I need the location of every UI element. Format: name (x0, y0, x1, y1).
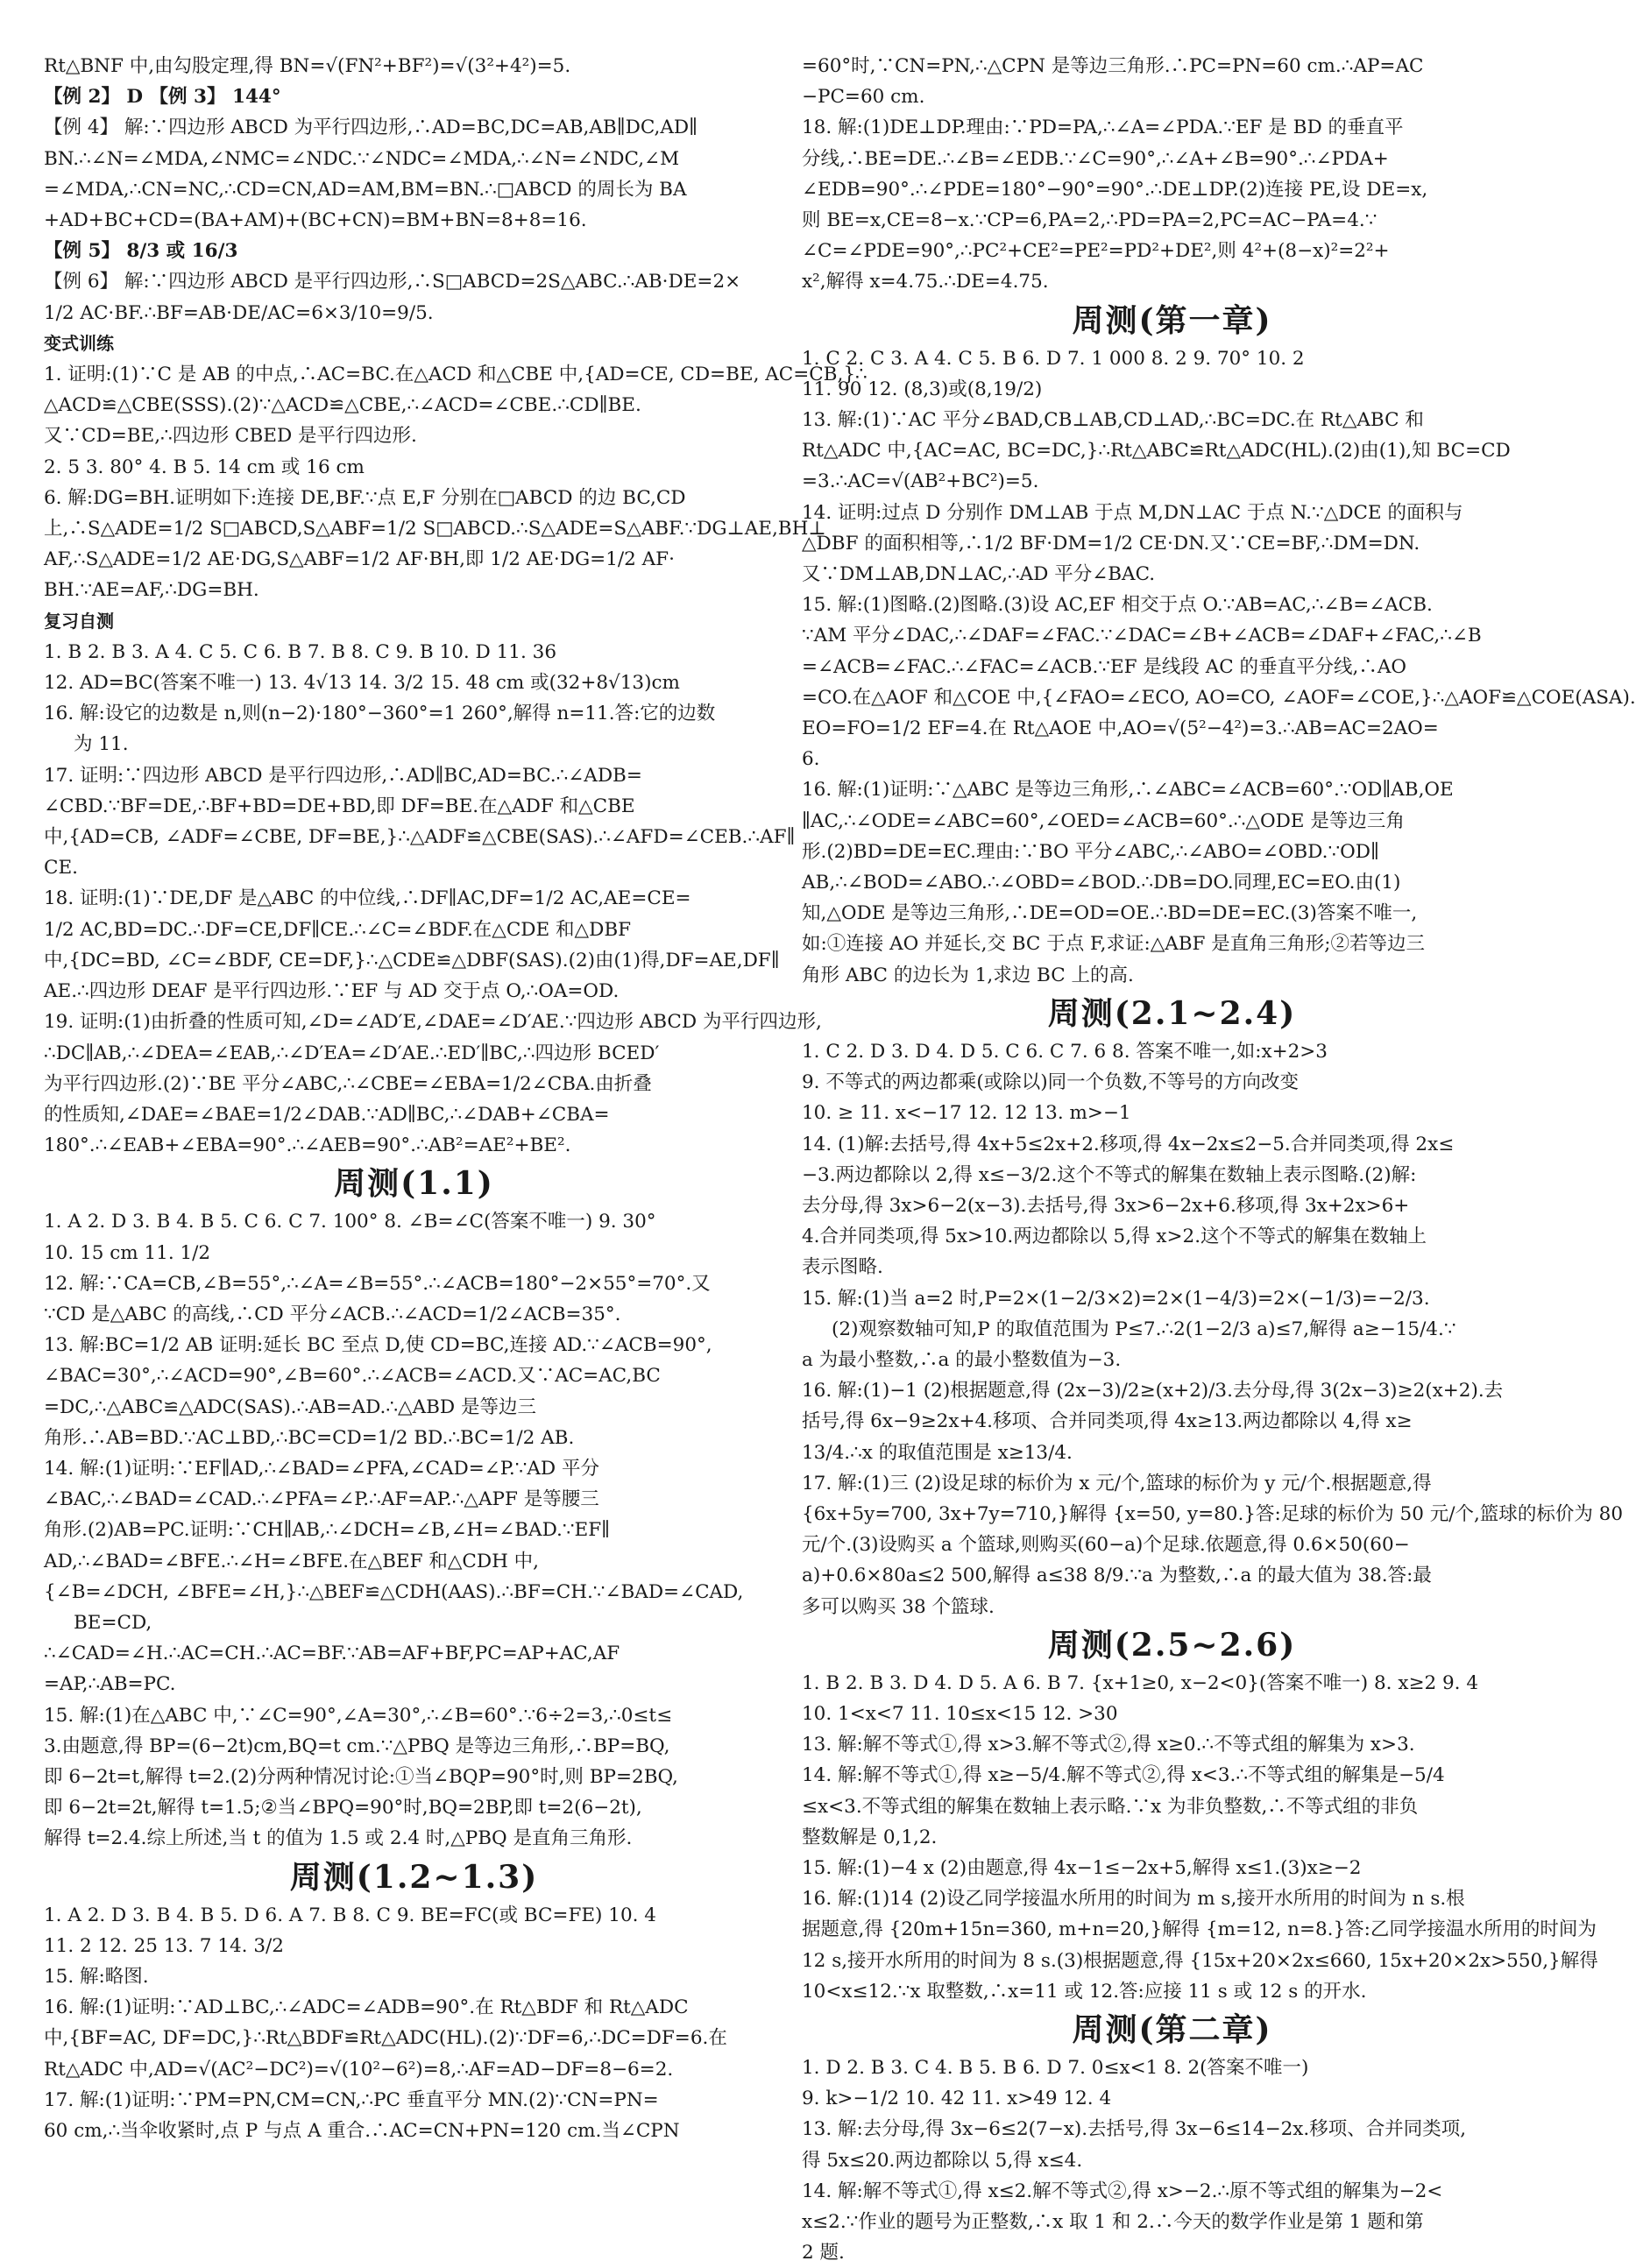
text-line: =3.∴AC=√(AB²+BC²)=5. (802, 470, 1039, 493)
text-line: (2)观察数轴可知,P 的取值范围为 P≤7.∴2(1−2/3 a)≤7,解得 a≥−15/4.∵ (832, 1318, 1456, 1340)
text-line: AB,∴∠BOD=∠ABO.∴∠OBD=∠BOD.∴DB=DO.同理,EC=EO.由(1) (802, 872, 1401, 894)
text-line: 9. k>−1/2 10. 42 11. x>49 12. 4 (802, 2088, 1112, 2110)
text-line: 13. 解:BC=1/2 AB 证明:延长 BC 至点 D,使 CD=BC,连接 AD.∵∠ACB=90°, (44, 1334, 712, 1357)
text-line: △DBF 的面积相等,∴1/2 BF·DM=1/2 CE·DN.又∵CE=BF,∴DM=DN. (802, 532, 1420, 555)
text-line: 整数解是 0,1,2. (802, 1826, 938, 1848)
text-line: 10<x≤12.∵x 取整数,∴x=11 或 12.答:应接 11 s 或 12 s 的开水. (802, 1980, 1367, 2003)
text-line: 【例 5】 8/3 或 16/3 (44, 240, 238, 263)
text-line: =AP,∴AB=PC. (44, 1673, 176, 1696)
text-line: 9. 不等式的两边都乘(或除以)同一个负数,不等号的方向改变 (802, 1071, 1299, 1094)
text-line: 13. 解:去分母,得 3x−6≤2(7−x).去括号,得 3x−6≤14−2x.移项、合并同类项, (802, 2118, 1467, 2141)
text-line: ∠EDB=90°.∴∠PDE=180°−90°=90°.∴DE⊥DP.(2)连接 PE,设 DE=x, (802, 178, 1428, 201)
section-heading: 周测(第二章) (1072, 2010, 1272, 2048)
text-line: a)+0.6×80a≤2 500,解得 a≤38 8/9.∵a 为整数,∴a 的最大值为 38.答:最 (802, 1565, 1432, 1587)
section-heading: 周测(1.1) (334, 1165, 494, 1203)
text-line: 2 题. (802, 2242, 845, 2264)
text-line: 角形 ABC 的边长为 1,求边 BC 上的高. (802, 964, 1134, 986)
text-line: 18. 证明:(1)∵DE,DF 是△ABC 的中位线,∴DF∥AC,DF=1/2 AC,AE=CE= (44, 887, 691, 910)
text-line: {6x+5y=700, 3x+7y=710,}解得 {x=50, y=80.}答:足球的标价为 50 元/个,篮球的标价为 80 (802, 1502, 1624, 1525)
text-line: 16. 解:设它的边数是 n,则(n−2)·180°−360°=1 260°,解得 n=11.答:它的边数 (44, 703, 716, 725)
text-line: 16. 解:(1)证明:∵△ABC 是等边三角形,∴∠ABC=∠ACB=60°.∵OD∥AB,OE (802, 779, 1454, 802)
text-line: 16. 解:(1)14 (2)设乙同学接温水所用的时间为 m s,接开水所用的时间为 n s.根 (802, 1888, 1465, 1911)
text-line: 角形.∴AB=BD.∵AC⊥BD,∴BC=CD=1/2 BD.∴BC=1/2 AB. (44, 1426, 575, 1449)
text-line: 16. 解:(1)证明:∵AD⊥BC,∴∠ADC=∠ADB=90°.在 Rt△BDF 和 Rt△ADC (44, 1996, 689, 2019)
text-line: 15. 解:(1)在△ABC 中,∵∠C=90°,∠A=30°,∴∠B=60°.∵6÷2=3,∴0≤t≤ (44, 1704, 673, 1727)
text-line: 180°.∴∠EAB+∠EBA=90°.∴∠AEB=90°.∴AB²=AE²+BE². (44, 1134, 571, 1157)
text-line: 【例 6】 解:∵四边形 ABCD 是平行四边形,∴S□ABCD=2S△ABC.∴AB·DE=2× (44, 271, 741, 293)
text-line: 11. 90 12. (8,3)或(8,19/2) (802, 378, 1043, 400)
text-line: ∵CD 是△ABC 的高线,∴CD 平分∠ACB.∴∠ACD=1/2∠ACB=35°. (44, 1303, 621, 1325)
text-line: AD,∴∠BAD=∠BFE.∴∠H=∠BFE.在△BEF 和△CDH 中, (44, 1550, 540, 1572)
text-line: =∠ACB=∠FAC.∴∠FAC=∠ACB.∵EF 是线段 AC 的垂直平分线,∴AO (802, 655, 1407, 678)
text-line: 14. 解:解不等式①,得 x≤2.解不等式②,得 x>−2.∴原不等式组的解集为−2< (802, 2180, 1443, 2202)
text-line: 15. 解:(1)−4 x (2)由题意,得 4x−1≤−2x+5,解得 x≤1.(3)x≥−2 (802, 1856, 1362, 1879)
text-line: 据题意,得 {20m+15n=360, m+n=20,}解得 {m=12, n=8.}答:乙同学接温水所用的时间为 (802, 1918, 1597, 1941)
text-line: 17. 证明:∵四边形 ABCD 是平行四边形,∴AD∥BC,AD=BC.∴∠ADB= (44, 764, 642, 787)
text-line: {∠B=∠DCH, ∠BFE=∠H,}∴△BEF≌△CDH(AAS).∴BF=CH.∵∠BAD=∠CAD, (44, 1580, 744, 1603)
text-line: △ACD≌△CBE(SSS).(2)∵△ACD≌△CBE,∴∠ACD=∠CBE.∴CD∥BE. (44, 394, 641, 417)
text-line: 12 s,接开水所用的时间为 8 s.(3)根据题意,得 {15x+20×2x≤660, 15x+20×2x>550,}解得 (802, 1949, 1598, 1972)
text-line: 即 6−2t=2t,解得 t=1.5;②当∠BPQ=90°时,BQ=2BP,即 t=2(6−2t), (44, 1797, 642, 1819)
text-line: ∵AM 平分∠DAC,∴∠DAF=∠FAC.∵∠DAC=∠B+∠ACB=∠DAF+∠FAC,∴∠B (802, 625, 1482, 647)
text-line: 6. 解:DG=BH.证明如下:连接 DE,BF.∵点 E,F 分别在□ABCD 的边 BC,CD (44, 486, 686, 509)
text-line: EO=FO=1/2 EF=4.在 Rt△AOE 中,AO=√(5²−4²)=3.∴AB=AC=2AO= (802, 717, 1439, 740)
text-line: −PC=60 cm. (802, 86, 925, 109)
text-line: ≤x<3.不等式组的解集在数轴上表示略.∵x 为非负整数,∴不等式组的非负 (802, 1795, 1419, 1818)
text-line: a 为最小整数,∴a 的最小整数值为−3. (802, 1348, 1122, 1371)
text-line: 1. D 2. B 3. C 4. B 5. B 6. D 7. 0≤x<1 8. 2(答案不唯一) (802, 2056, 1309, 2079)
text-line: 10. 15 cm 11. 1/2 (44, 1241, 211, 1264)
text-line: CE. (44, 857, 78, 880)
text-line: 元/个.(3)设购买 a 个篮球,则购买(60−a)个足球.依题意,得 0.6×50(60− (802, 1534, 1410, 1557)
text-line: BN.∴∠N=∠MDA,∠NMC=∠NDC.∵∠NDC=∠MDA,∴∠N=∠NDC,∠M (44, 147, 680, 170)
text-line: 16. 解:(1)−1 (2)根据题意,得 (2x−3)/2≥(x+2)/3.去分母,得 3(2x−3)≥2(x+2).去 (802, 1380, 1504, 1402)
text-line: 14. 解:解不等式①,得 x≥−5/4.解不等式②,得 x<3.∴不等式组的解集是−5/4 (802, 1764, 1445, 1787)
text-line: BE=CD, (74, 1611, 152, 1634)
text-line: 13. 解:解不等式①,得 x>3.解不等式②,得 x≥0.∴不等式组的解集为 x>3. (802, 1734, 1415, 1756)
text-line: 去分母,得 3x>6−2(x−3).去括号,得 3x>6−2x+6.移项,得 3x+2x>6+ (802, 1194, 1410, 1217)
text-line: 形.(2)BD=DE=EC.理由:∵BO 平分∠ABC,∴∠ABO=∠OBD.∵OD∥ (802, 840, 1379, 863)
text-line: =DC,∴△ABC≌△ADC(SAS).∴AB=AD.∴△ABD 是等边三 (44, 1395, 536, 1418)
subsection-label: 复习自测 (44, 610, 114, 632)
text-line: 60 cm,∴当伞收紧时,点 P 与点 A 重合.∴AC=CN+PN=120 cm.当∠CPN (44, 2120, 680, 2142)
text-line: 1. C 2. D 3. D 4. D 5. C 6. C 7. 6 8. 答案不唯一,如:x+2>3 (802, 1040, 1328, 1063)
text-line: 1/2 AC,BD=DC.∴DF=CE,DF∥CE.∴∠C=∠BDF.在△CDE 和△DBF (44, 918, 632, 941)
section-heading: 周测(2.1~2.4) (1047, 994, 1297, 1032)
text-line: 得 5x≤20.两边都除以 5,得 x≤4. (802, 2149, 1083, 2172)
text-line: ∠C=∠PDE=90°,∴PC²+CE²=PE²=PD²+DE²,则 4²+(8−x)²=2²+ (802, 240, 1390, 263)
text-line: 1. 证明:(1)∵C 是 AB 的中点,∴AC=BC.在△ACD 和△CBE 中,{AD=CE, CD=BE, AC=CB,}∴ (44, 364, 868, 386)
text-line: ∠BAC=30°,∴∠ACD=90°,∠B=60°.∴∠ACB=∠ACD.又∵AC=AC,BC (44, 1365, 661, 1388)
text-line: AE.∴四边形 DEAF 是平行四边形.∵EF 与 AD 交于点 O,∴OA=OD. (44, 980, 620, 1003)
text-line: 10. ≥ 11. x<−17 12. 12 13. m>−1 (802, 1102, 1131, 1125)
text-line: 12. 解:∵CA=CB,∠B=55°,∴∠A=∠B=55°.∴∠ACB=180°−2×55°=70°.又 (44, 1272, 711, 1295)
text-line: x≤2.∵作业的题号为正整数,∴x 取 1 和 2.∴今天的数学作业是第 1 题和第 (802, 2211, 1424, 2233)
text-line: 的性质知,∠DAE=∠BAE=1/2∠DAB.∵AD∥BC,∴∠DAB+∠CBA= (44, 1103, 610, 1126)
text-line: 括号,得 6x−9≥2x+4.移项、合并同类项,得 4x≥13.两边都除以 4,得 x≥ (802, 1410, 1413, 1433)
text-line: =∠MDA,∴CN=NC,∴CD=CN,AD=AM,BM=BN.∴□ABCD 的周长为 BA (44, 178, 687, 201)
text-line: 为平行四边形.(2)∵BE 平分∠ABC,∴∠CBE=∠EBA=1/2∠CBA.由折叠 (44, 1072, 652, 1095)
text-line: =CO.在△AOF 和△COE 中,{∠FAO=∠ECO, AO=CO, ∠AOF=∠COE,}∴△AOF≌△COE(ASA). (802, 686, 1636, 709)
text-line: 即 6−2t=t,解得 t=2.(2)分两种情况讨论:①当∠BQP=90°时,则 BP=2BQ, (44, 1765, 678, 1788)
text-line: 中,{DC=BD, ∠C=∠BDF, CE=DF,}∴△CDE≌△DBF(SAS).(2)由(1)得,DF=AE,DF∥ (44, 949, 780, 971)
text-line: 中,{BF=AC, DF=DC,}∴Rt△BDF≌Rt△ADC(HL).(2)∵DF=6,∴DC=DF=6.在 (44, 2027, 727, 2050)
text-line: Rt△ADC 中,AD=√(AC²−DC²)=√(10²−6²)=8,∴AF=AD−DF=8−6=2. (44, 2058, 674, 2081)
text-line: ∠CBD.∵BF=DE,∴BF+BD=DE+BD,即 DF=BE.在△ADF 和△CBE (44, 795, 635, 817)
text-line: 知,△ODE 是等边三角形,∴DE=OD=OE.∴BD=DE=EC.(3)答案不唯一, (802, 902, 1418, 925)
text-line: ∴∠CAD=∠H.∴AC=CH.∴AC=BF.∵AB=AF+BF,PC=AP+AC,AF (44, 1643, 620, 1665)
text-line: AF,∴S△ADE=1/2 AE·DG,S△ABF=1/2 AF·BH,即 1/2 AE·DG=1/2 AF· (44, 548, 675, 571)
text-line: 19. 证明:(1)由折叠的性质可知,∠D=∠AD′E,∠DAE=∠D′AE.∵四边形 ABCD 为平行四边形, (44, 1011, 822, 1034)
text-line: 如:①连接 AO 并延长,交 BC 于点 F,求证:△ABF 是直角三角形;②若等边三 (802, 933, 1426, 956)
text-line: 表示图略. (802, 1256, 883, 1279)
text-line: 1. C 2. C 3. A 4. C 5. B 6. D 7. 1 000 8. 2 9. 70° 10. 2 (802, 347, 1305, 370)
text-line: 14. 证明:过点 D 分别作 DM⊥AB 于点 M,DN⊥AC 于点 N.∵△DCE 的面积与 (802, 501, 1463, 524)
text-line: ∴DC∥AB,∴∠DEA=∠EAB,∴∠D′EA=∠D′AE.∴ED′∥BC,∴四边形 BCED′ (44, 1042, 660, 1064)
text-line: 上,∴S△ADE=1/2 S□ABCD,S△ABF=1/2 S□ABCD.∴S△ADE=S△ABF.∵DG⊥AE,BH⊥ (44, 518, 826, 541)
text-line: 1. B 2. B 3. A 4. C 5. C 6. B 7. B 8. C 9. B 10. D 11. 36 (44, 640, 556, 663)
text-line: 1/2 AC·BF.∴BF=AB·DE/AC=6×3/10=9/5. (44, 301, 434, 324)
text-line: 10. 1<x<7 11. 10≤x<15 12. >30 (802, 1702, 1118, 1725)
section-heading: 周测(1.2~1.3) (289, 1858, 539, 1896)
text-line: 3.由题意,得 BP=(6−2t)cm,BQ=t cm.∵△PBQ 是等边三角形,∴BP=BQ, (44, 1735, 670, 1757)
text-line: 4.合并同类项,得 5x>10.两边都除以 5,得 x>2.这个不等式的解集在数轴上 (802, 1226, 1427, 1248)
right-column (802, 51, 1636, 2268)
text-line: 11. 2 12. 25 13. 7 14. 3/2 (44, 1934, 284, 1957)
text-line: 15. 解:(1)图略.(2)图略.(3)设 AC,EF 相交于点 O.∵AB=AC,∴∠B=∠ACB. (802, 594, 1433, 617)
text-line: 2. 5 3. 80° 4. B 5. 14 cm 或 16 cm (44, 456, 365, 478)
text-line: 6. (802, 748, 820, 771)
text-line: 多可以购买 38 个篮球. (802, 1595, 995, 1618)
text-line: 中,{AD=CB, ∠ADF=∠CBE, DF=BE,}∴△ADF≌△CBE(SAS).∴∠AFD=∠CEB.∴AF∥ (44, 826, 796, 849)
text-line: ∠BAC,∴∠BAD=∠CAD.∴∠PFA=∠P.∴AF=AP.∴△APF 是等腰三 (44, 1488, 599, 1511)
text-line: 17. 解:(1)证明:∵PM=PN,CM=CN,∴PC 垂直平分 MN.(2)∵CN=PN= (44, 2088, 659, 2111)
text-line: 14. (1)解:去括号,得 4x+5≤2x+2.移项,得 4x−2x≤2−5.合并同类项,得 2x≤ (802, 1133, 1455, 1155)
text-line: 14. 解:(1)证明:∵EF∥AD,∴∠BAD=∠PFA,∠CAD=∠P.∵AD 平分 (44, 1457, 599, 1480)
text-line: 解得 t=2.4.综上所述,当 t 的值为 1.5 或 2.4 时,△PBQ 是直角三角形. (44, 1827, 633, 1850)
text-line: Rt△ADC 中,{AC=AC, BC=DC,}∴Rt△ABC≌Rt△ADC(HL).(2)由(1),知 BC=CD (802, 440, 1511, 463)
text-line: 15. 解:(1)当 a=2 时,P=2×(1−2/3×2)=2×(1−4/3)=2×(−1/3)=−2/3. (802, 1287, 1430, 1310)
text-line: BH.∵AE=AF,∴DG=BH. (44, 579, 259, 602)
section-heading: 周测(第一章) (1072, 301, 1272, 339)
text-line: +AD+BC+CD=(BA+AM)+(BC+CN)=BM+BN=8+8=16. (44, 209, 587, 232)
text-line: ∥AC,∴∠ODE=∠ABC=60°,∠OED=∠ACB=60°.∴△ODE 是等边三角 (802, 809, 1405, 832)
text-line: 又∵DM⊥AB,DN⊥AC,∴AD 平分∠BAC. (802, 563, 1156, 586)
text-line: 又∵CD=BE,∴四边形 CBED 是平行四边形. (44, 425, 417, 448)
text-line: 13. 解:(1)∵AC 平分∠BAD,CB⊥AB,CD⊥AD,∴BC=DC.在 Rt△ABC 和 (802, 409, 1424, 432)
text-line: 17. 解:(1)三 (2)设足球的标价为 x 元/个,篮球的标价为 y 元/个.根据题意,得 (802, 1472, 1432, 1494)
text-line: 1. A 2. D 3. B 4. B 5. C 6. C 7. 100° 8. ∠B=∠C(答案不唯一) 9. 30° (44, 1211, 656, 1233)
text-line: 1. B 2. B 3. D 4. D 5. A 6. B 7. {x+1≥0, x−2<0}(答案不唯一) 8. x≥2 9. 4 (802, 1671, 1479, 1694)
text-line: 18. 解:(1)DE⊥DP.理由:∵PD=PA,∴∠A=∠PDA.∵EF 是 BD 的垂直平 (802, 117, 1404, 139)
text-line: x²,解得 x=4.75.∴DE=4.75. (802, 271, 1049, 293)
text-line: −3.两边都除以 2,得 x≤−3/2.这个不等式的解集在数轴上表示图略.(2)解: (802, 1163, 1417, 1186)
text-line: 【例 2】 D 【例 3】 144° (44, 86, 281, 109)
text-line: 15. 解:略图. (44, 1965, 149, 1988)
text-line: 为 11. (74, 733, 129, 756)
text-line: 1. A 2. D 3. B 4. B 5. D 6. A 7. B 8. C 9. BE=FC(或 BC=FE) 10. 4 (44, 1904, 656, 1926)
text-line: 【例 4】 解:∵四边形 ABCD 为平行四边形,∴AD=BC,DC=AB,AB∥DC,AD∥ (44, 117, 698, 139)
text-line: 分线,∴BE=DE.∴∠B=∠EDB.∵∠C=90°,∴∠A+∠B=90°.∴∠PDA+ (802, 147, 1389, 170)
subsection-label: 变式训练 (44, 332, 114, 354)
text-line: 12. AD=BC(答案不唯一) 13. 4√13 14. 3/2 15. 48 cm 或(32+8√13)cm (44, 672, 680, 695)
text-line: 角形.(2)AB=PC.证明:∵CH∥AB,∴∠DCH=∠B,∠H=∠BAD.∵EF∥ (44, 1519, 611, 1542)
text-line: 13/4.∴x 的取值范围是 x≥13/4. (802, 1441, 1073, 1464)
section-heading: 周测(2.5~2.6) (1047, 1626, 1297, 1664)
text-line: Rt△BNF 中,由勾股定理,得 BN=√(FN²+BF²)=√(3²+4²)=5. (44, 55, 571, 77)
text-line: 则 BE=x,CE=8−x.∵CP=6,PA=2,∴PD=PA=2,PC=AC−PA=4.∵ (802, 209, 1377, 232)
text-line: =60°时,∵CN=PN,∴△CPN 是等边三角形.∴PC=PN=60 cm.∴AP=AC (802, 55, 1424, 77)
